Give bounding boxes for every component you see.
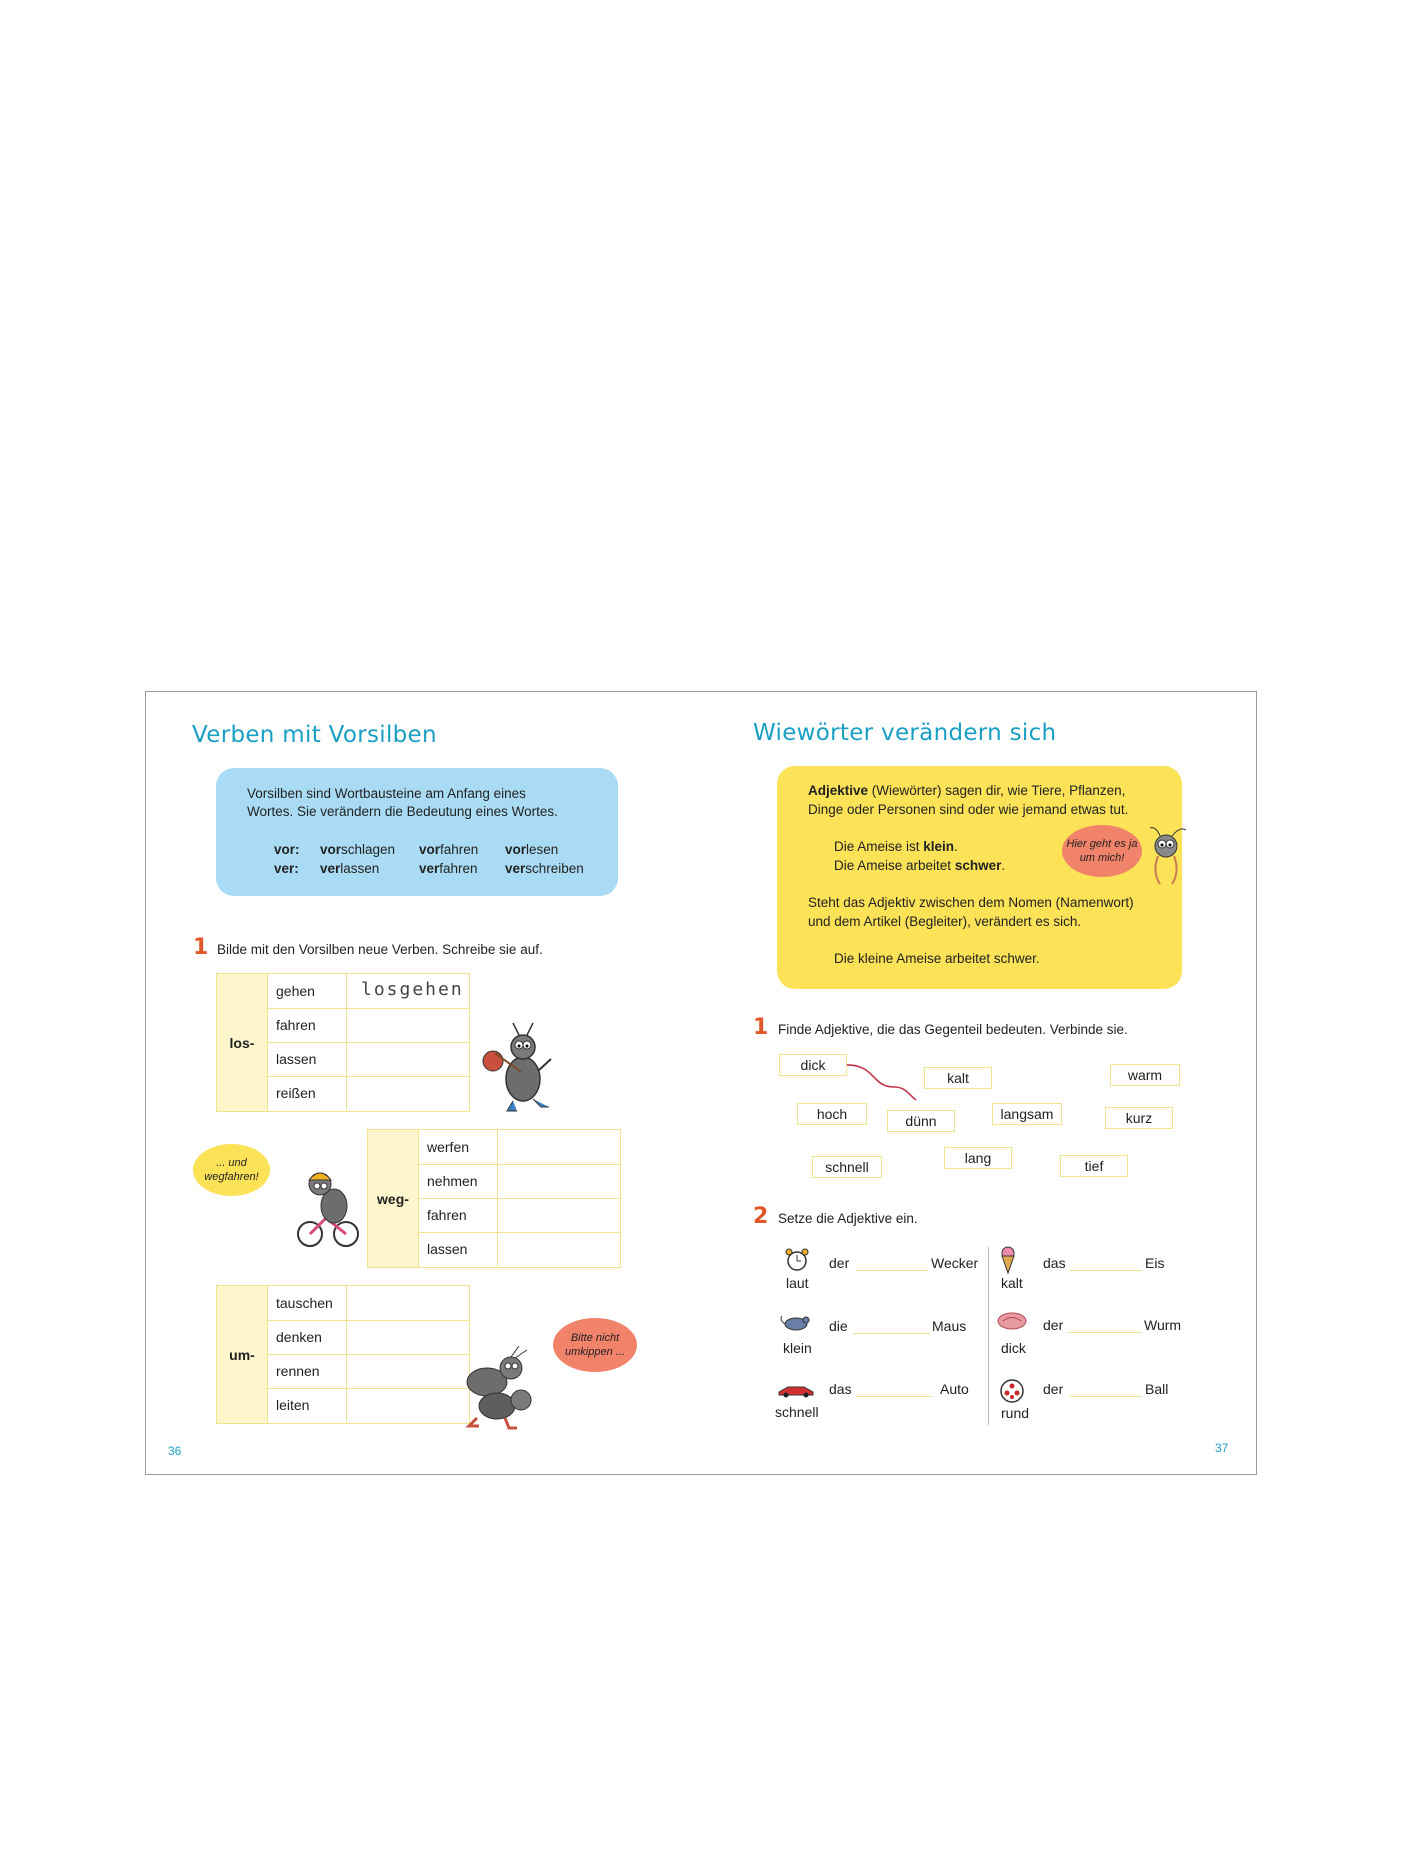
example-word: verfahren bbox=[419, 861, 478, 876]
adjective-hint: dick bbox=[1001, 1340, 1026, 1356]
verb-cell: lassen bbox=[427, 1241, 468, 1257]
fill-blank[interactable] bbox=[1070, 1396, 1142, 1397]
task-instruction: Bilde mit den Vorsilben neue Verben. Schreibe sie auf. bbox=[217, 942, 543, 957]
adjective-hint: klein bbox=[783, 1340, 812, 1356]
article: der bbox=[829, 1255, 850, 1271]
prefix-cell: weg- bbox=[368, 1130, 419, 1267]
adjective-hint: laut bbox=[786, 1275, 809, 1291]
info-line: Vorsilben sind Wortbausteine am Anfang eines bbox=[247, 786, 526, 801]
speech-bubble-tumble: Bitte nicht umkippen ... bbox=[553, 1318, 637, 1372]
speech-bubble-bike: ... und wegfahren! bbox=[193, 1144, 270, 1196]
task-instruction: Setze die Adjektive ein. bbox=[778, 1211, 918, 1226]
example-word: vorlesen bbox=[505, 842, 559, 857]
race-car-icon bbox=[776, 1382, 816, 1398]
example-word: vorschlagen bbox=[320, 842, 396, 857]
verb-cell: fahren bbox=[276, 1017, 316, 1033]
task-instruction: Finde Adjektive, die das Gegenteil bedeuten. Verbinde sie. bbox=[778, 1022, 1128, 1037]
adjective-card[interactable]: kalt bbox=[924, 1067, 992, 1089]
info-example: Die Ameise arbeitet schwer. bbox=[834, 858, 1006, 873]
noun: Eis bbox=[1145, 1255, 1165, 1271]
article: das bbox=[1043, 1255, 1066, 1271]
prefix-cell: um- bbox=[217, 1286, 268, 1423]
noun: Wecker bbox=[931, 1255, 979, 1271]
adjective-hint: rund bbox=[1001, 1405, 1030, 1421]
book-spread bbox=[145, 691, 1257, 1475]
verb-cell: lassen bbox=[276, 1051, 317, 1067]
info-line: Adjektive (Wiewörter) sagen dir, wie Tiere, Pflanzen, bbox=[808, 783, 1126, 798]
page-number-left: 36 bbox=[168, 1444, 182, 1458]
adjective-card[interactable]: langsam bbox=[992, 1103, 1062, 1125]
article: das bbox=[829, 1381, 852, 1397]
verb-cell: leiten bbox=[276, 1397, 310, 1413]
alarm-clock-icon bbox=[782, 1247, 812, 1273]
fill-blank[interactable] bbox=[856, 1270, 928, 1271]
example-word: verlassen bbox=[320, 861, 380, 876]
example-answer: losgehen bbox=[361, 979, 464, 1000]
adjective-card[interactable]: lang bbox=[944, 1147, 1012, 1169]
adjective-hint: kalt bbox=[1001, 1275, 1023, 1291]
verb-cell: denken bbox=[276, 1329, 322, 1345]
verb-cell: reißen bbox=[276, 1085, 316, 1101]
prefix-label: vor: bbox=[274, 842, 300, 857]
adjective-card[interactable]: warm bbox=[1110, 1064, 1180, 1086]
info-line: Steht das Adjektiv zwischen dem Nomen (Namenwort) bbox=[808, 895, 1134, 910]
info-line: und dem Artikel (Begleiter), verändert es sich. bbox=[808, 914, 1082, 929]
fill-blank[interactable] bbox=[853, 1333, 930, 1334]
article: die bbox=[829, 1318, 848, 1334]
fill-blank[interactable] bbox=[1068, 1332, 1142, 1333]
verb-cell: nehmen bbox=[427, 1173, 478, 1189]
adjective-hint: schnell bbox=[775, 1404, 819, 1420]
info-example: Die Ameise ist klein. bbox=[834, 839, 958, 854]
noun: Wurm bbox=[1144, 1317, 1182, 1333]
prefix-label: ver: bbox=[274, 861, 299, 876]
info-example: Die kleine Ameise arbeitet schwer. bbox=[834, 951, 1040, 966]
ice-cream-icon bbox=[998, 1245, 1018, 1275]
adjective-card[interactable]: dünn bbox=[887, 1110, 955, 1132]
verb-cell: gehen bbox=[276, 983, 315, 999]
noun: Auto bbox=[940, 1381, 969, 1397]
article: der bbox=[1043, 1317, 1064, 1333]
worm-icon bbox=[995, 1310, 1029, 1332]
task-number: 1 bbox=[753, 1015, 769, 1040]
adjective-card[interactable]: tief bbox=[1060, 1155, 1128, 1177]
speech-bubble-ant: Hier geht es ja um mich! bbox=[1062, 825, 1142, 877]
noun: Ball bbox=[1145, 1381, 1169, 1397]
mouse-icon bbox=[779, 1312, 813, 1332]
right-page-title: Wiewörter verändern sich bbox=[753, 720, 1057, 746]
verb-cell: rennen bbox=[276, 1363, 320, 1379]
adjective-card[interactable]: hoch bbox=[797, 1103, 867, 1125]
verb-cell: fahren bbox=[427, 1207, 467, 1223]
ball-icon bbox=[999, 1378, 1025, 1404]
verb-cell: werfen bbox=[427, 1139, 470, 1155]
prefix-cell: los- bbox=[217, 974, 268, 1111]
adjective-card[interactable]: schnell bbox=[812, 1156, 882, 1178]
left-page-title: Verben mit Vorsilben bbox=[192, 722, 437, 748]
noun: Maus bbox=[932, 1318, 967, 1334]
task-number: 1 bbox=[193, 935, 209, 960]
fill-blank[interactable] bbox=[856, 1396, 932, 1397]
example-word: vorfahren bbox=[419, 842, 479, 857]
verb-cell: tauschen bbox=[276, 1295, 333, 1311]
example-connection-line bbox=[146, 692, 1256, 1474]
article: der bbox=[1043, 1381, 1064, 1397]
task-number: 2 bbox=[753, 1204, 769, 1229]
adjective-card[interactable]: dick bbox=[779, 1054, 847, 1076]
adjective-card[interactable]: kurz bbox=[1105, 1107, 1173, 1129]
fill-blank[interactable] bbox=[1070, 1270, 1142, 1271]
example-word: verschreiben bbox=[505, 861, 584, 876]
column-divider bbox=[988, 1247, 989, 1425]
info-line: Dinge oder Personen sind oder wie jemand etwas tut. bbox=[808, 802, 1129, 817]
page-number-right: 37 bbox=[1215, 1441, 1229, 1455]
info-line: Wortes. Sie verändern die Bedeutung eines Wortes. bbox=[247, 804, 558, 819]
